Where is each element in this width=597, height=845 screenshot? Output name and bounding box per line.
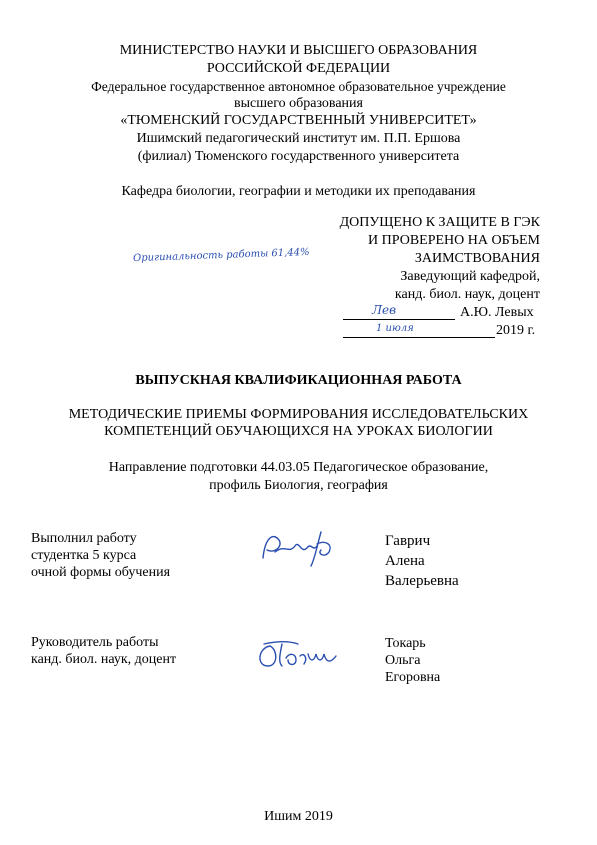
ministry-line-2: РОССИЙСКОЙ ФЕДЕРАЦИИ <box>206 61 391 76</box>
institution-type-line-2: высшего образования <box>234 96 363 111</box>
author-patronymic: Валерьевна <box>385 573 459 589</box>
university-name: «ТЮМЕНСКИЙ ГОСУДАРСТВЕННЫЙ УНИВЕРСИТЕТ» <box>120 113 477 128</box>
author-label-2: студентка 5 курса <box>31 548 137 563</box>
ministry-line-1: МИНИСТЕРСТВО НАУКИ И ВЫСШЕГО ОБРАЗОВАНИЯ <box>119 43 478 58</box>
place-year: Ишим 2019 <box>264 809 333 824</box>
supervisor-surname: Токарь <box>385 636 426 651</box>
supervisor-label-2: канд. биол. наук, доцент <box>31 652 177 667</box>
approval-line-2: И ПРОВЕРЕНО НА ОБЪЕМ <box>368 233 540 248</box>
supervisor-label-1: Руководитель работы <box>31 635 159 650</box>
author-label-3: очной формы обучения <box>31 565 171 580</box>
approval-year: 2019 г. <box>496 323 536 338</box>
direction-line-1: Направление подготовки 44.03.05 Педагогическое образование, <box>108 460 489 475</box>
branch-name: (филиал) Тюменского государственного университета <box>137 149 460 164</box>
department-name: Кафедра биологии, географии и методики их преподавания <box>121 184 476 199</box>
topic-line-2: КОМПЕТЕНЦИЙ ОБУЧАЮЩИХСЯ НА УРОКАХ БИОЛОГИИ <box>104 424 493 439</box>
author-name: Алена <box>385 553 425 569</box>
work-type-title: ВЫПУСКНАЯ КВАЛИФИКАЦИОННАЯ РАБОТА <box>135 373 462 388</box>
date-line <box>343 337 495 338</box>
head-signature-line <box>343 319 455 320</box>
institute-name: Ишимский педагогический институт им. П.П. Ершова <box>136 131 461 146</box>
approval-date-handwritten: 1 июля <box>376 323 414 334</box>
supervisor-name: Ольга <box>385 653 421 668</box>
author-surname: Гаврич <box>385 533 431 549</box>
approval-line-3: ЗАИМСТВОВАНИЯ <box>414 251 540 266</box>
author-label-1: Выполнил работу <box>31 531 137 546</box>
approval-head-degree: канд. биол. наук, доцент <box>394 287 540 302</box>
head-name: А.Ю. Левых <box>460 305 534 320</box>
head-signature-handwritten: Лев <box>372 303 397 317</box>
approval-head-position: Заведующий кафедрой, <box>400 269 540 284</box>
institution-type-line-1: Федеральное государственное автономное образовательное учреждение <box>91 79 506 94</box>
topic-line-1: МЕТОДИЧЕСКИЕ ПРИЕМЫ ФОРМИРОВАНИЯ ИССЛЕДОВАТЕЛЬСКИХ <box>68 407 529 422</box>
supervisor-signature <box>252 636 348 672</box>
supervisor-patronymic: Егоровна <box>385 670 441 685</box>
author-signature <box>255 528 345 568</box>
originality-handwritten-note: Оригинальность работы 61,44% <box>132 246 310 265</box>
direction-line-2: профиль Биология, география <box>209 478 388 493</box>
approval-line-1: ДОПУЩЕНО К ЗАЩИТЕ В ГЭК <box>339 215 540 230</box>
